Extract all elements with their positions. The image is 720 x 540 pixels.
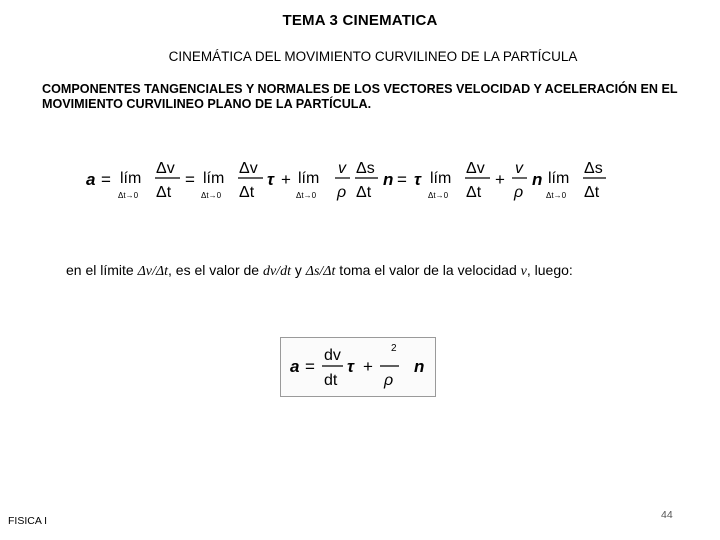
note-ds-dt-ratio: Δs/Δt [305, 264, 336, 279]
note-text-5: , luego: [526, 262, 573, 278]
eq1-tau-2: τ [414, 170, 421, 189]
eq1-numerator-4: Δv [466, 160, 485, 177]
note-text-1: en el límite [66, 262, 138, 278]
note-text-2: , es el valor de [168, 262, 263, 278]
eq1-numerator-2: Δv [239, 160, 258, 177]
eq1-equals: = [101, 170, 111, 189]
eq1-v-1: v [338, 160, 346, 177]
eq1-v-2: v [515, 160, 523, 177]
eq1-lim-4: lím [430, 170, 452, 187]
note-dvdt: dv/dt [262, 264, 291, 279]
eq1-equals-2: = [185, 170, 195, 189]
eq1-equals-3: = [397, 170, 407, 189]
eq2-a: a [290, 357, 300, 376]
eq1-lim-2: lím [203, 170, 225, 187]
note-text-4: toma el valor de la velocidad [335, 262, 521, 278]
note-text-3: y [290, 262, 306, 278]
eq1-lim-1: lím [120, 170, 142, 187]
eq1-tau-1: τ [267, 170, 274, 189]
eq1-delta-s-2: Δs [584, 160, 603, 177]
note-v: v [520, 264, 527, 279]
eq1-delta-s-1: Δs [356, 160, 375, 177]
eq2-rho: ρ [384, 372, 394, 389]
eq1-lim-5: lím [548, 170, 570, 187]
eq1-lim-sub-1: Δt→0 [118, 191, 139, 200]
eq2-equals: = [305, 357, 315, 376]
acceleration-limit-equation [86, 155, 616, 207]
eq1-delta-t-5: Δt [584, 184, 600, 201]
eq1-plus-1: + [281, 170, 291, 189]
eq1-a: a [86, 170, 96, 189]
course-label: FISICA I [8, 515, 48, 527]
eq2-exponent: 2 [391, 343, 397, 354]
eq1-lim-3: lím [298, 170, 320, 187]
limit-explanation [66, 262, 573, 280]
acceleration-result-equation [280, 337, 436, 397]
page-number: 44 [661, 509, 673, 521]
section-heading: COMPONENTES TANGENCIALES Y NORMALES DE LOS VECTORES VELOCIDAD Y ACELERACIÓN EN EL MOVIMIENTO CURVILINEO PLANO DE LA PARTÍCULA. [42, 82, 678, 111]
eq2-n: n [414, 357, 425, 376]
note-dv-dt-ratio: Δv/Δt [137, 264, 169, 279]
eq1-n-2: n [532, 170, 543, 189]
eq2-plus: + [363, 357, 373, 376]
eq1-delta-t-3: Δt [356, 184, 372, 201]
eq1-rho-2: ρ [514, 184, 524, 201]
eq2-tau: τ [347, 357, 354, 376]
eq1-lim-sub-2: Δt→0 [201, 191, 222, 200]
eq1-plus-2: + [495, 170, 505, 189]
eq1-n-1: n [383, 170, 394, 189]
eq1-lim-sub-5: Δt→0 [546, 191, 567, 200]
eq1-numerator-1: Δv [156, 160, 175, 177]
eq1-lim-sub-4: Δt→0 [428, 191, 449, 200]
eq1-denominator-1: Δt [156, 184, 172, 201]
eq1-lim-sub-3: Δt→0 [296, 191, 317, 200]
slide-subtitle: CINEMÁTICA DEL MOVIMIENTO CURVILINEO DE LA PARTÍCULA [168, 49, 578, 64]
slide-title: TEMA 3 CINEMATICA [282, 12, 438, 29]
eq2-dt: dt [324, 372, 338, 389]
eq1-denominator-4: Δt [466, 184, 482, 201]
eq1-denominator-2: Δt [239, 184, 255, 201]
eq1-rho-1: ρ [337, 184, 347, 201]
eq2-dv: dv [324, 347, 341, 364]
